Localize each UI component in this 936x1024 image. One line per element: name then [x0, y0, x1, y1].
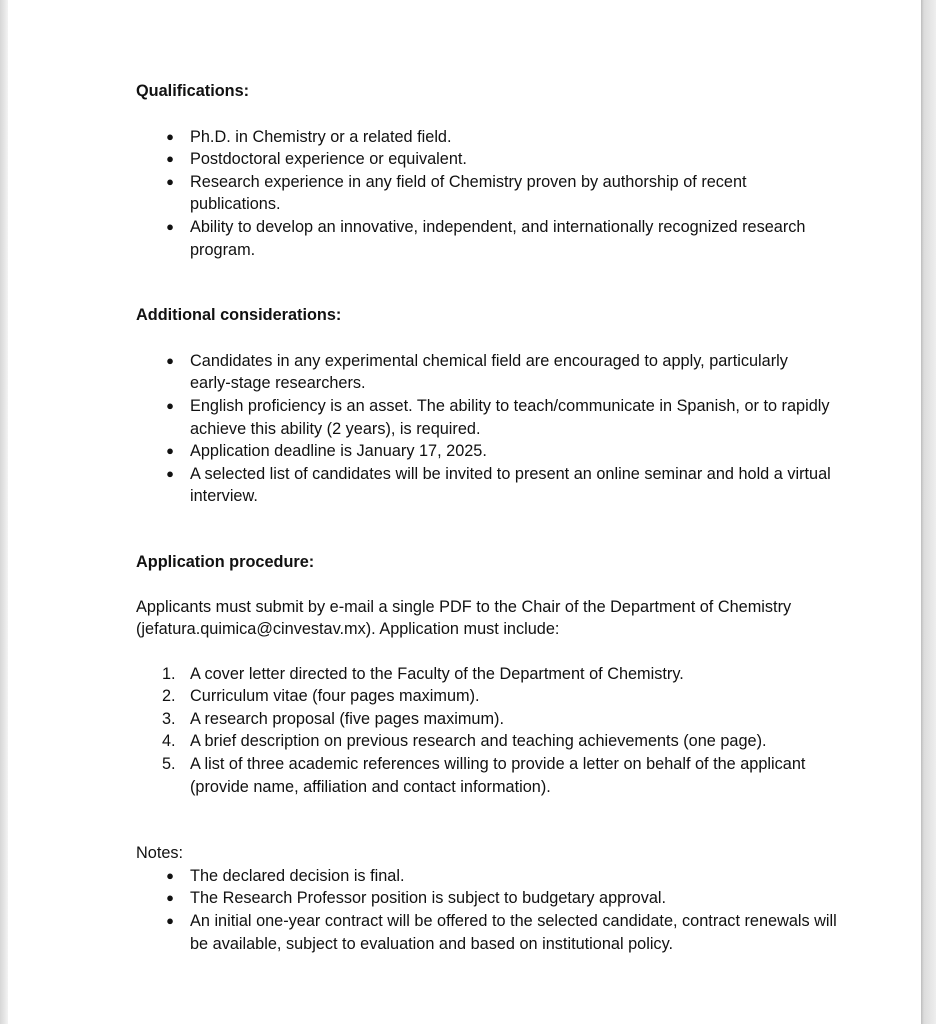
list-number: 2.: [162, 687, 176, 706]
bullet-icon: ●: [166, 397, 174, 413]
list-item: ● English proficiency is an asset. The ability to teach/communicate in Spanish, or to rapidly achieve this ability (2 years), is required.: [136, 395, 840, 440]
bullet-icon: ●: [166, 867, 174, 883]
additional-considerations-heading: Additional considerations:: [136, 306, 342, 325]
notes-heading: Notes:: [136, 844, 184, 863]
application-procedure-intro: Applicants must submit by e-mail a single PDF to the Chair of the Department of Chemistry (jefatura.quimica@cinvestav.mx). Application must include:: [136, 597, 792, 639]
list-item: ● Candidates in any experimental chemical field are encouraged to apply, particularly early-stage researchers.: [136, 350, 810, 395]
bullet-icon: ●: [166, 173, 174, 189]
list-item: ● The declared decision is final.: [136, 865, 870, 888]
list-item: ● Ability to develop an innovative, independent, and internationally recognized research program.: [136, 216, 830, 261]
list-item: 5. A list of three academic references willing to provide a letter on behalf of the applicant (provide name, affiliation and contact information).: [162, 755, 806, 796]
notes-list: [136, 865, 836, 955]
list-number: 5.: [162, 755, 176, 774]
list-item: 3. A research proposal (five pages maximum).: [136, 708, 850, 731]
page-left-edge: [0, 0, 8, 1024]
additional-considerations-list: [136, 350, 836, 508]
list-item: ● The Research Professor position is subject to budgetary approval.: [136, 887, 870, 910]
list-item: ● Ph.D. in Chemistry or a related field.: [136, 126, 830, 149]
qualifications-heading: Qualifications:: [136, 82, 250, 100]
list-item: ● A selected list of candidates will be invited to present an online seminar and hold a virtual interview.: [136, 463, 870, 508]
document-body: [136, 80, 836, 955]
qualifications-list: [136, 126, 836, 262]
list-number: 3.: [162, 709, 176, 728]
list-number: 1.: [162, 664, 176, 683]
list-number: 4.: [162, 732, 176, 751]
bullet-icon: ●: [166, 218, 174, 234]
bullet-icon: ●: [166, 443, 174, 459]
bullet-icon: ●: [166, 465, 174, 481]
list-item: ● Postdoctoral experience or equivalent.: [136, 148, 830, 171]
list-item: 2. Curriculum vitae (four pages maximum).: [136, 685, 850, 708]
bullet-icon: ●: [166, 151, 174, 167]
page-right-edge-scrollbar[interactable]: [921, 0, 936, 1024]
bullet-icon: ●: [166, 352, 174, 368]
list-item: ● An initial one-year contract will be offered to the selected candidate, contract renewals will be available, subject to evaluation and based on institutional policy.: [136, 910, 850, 955]
bullet-icon: ●: [166, 913, 174, 929]
bullet-icon: ●: [166, 890, 174, 906]
list-item: ● Research experience in any field of Chemistry proven by authorship of recent publications.: [136, 171, 830, 216]
list-item: 4. A brief description on previous research and teaching achievements (one page).: [136, 730, 870, 753]
application-procedure-heading: Application procedure:: [136, 552, 315, 571]
bullet-icon: ●: [166, 128, 174, 144]
application-requirements-list: [136, 663, 836, 799]
list-item: ● Application deadline is January 17, 2025.: [136, 440, 840, 463]
list-item: 1. A cover letter directed to the Faculty of the Department of Chemistry.: [136, 663, 850, 686]
